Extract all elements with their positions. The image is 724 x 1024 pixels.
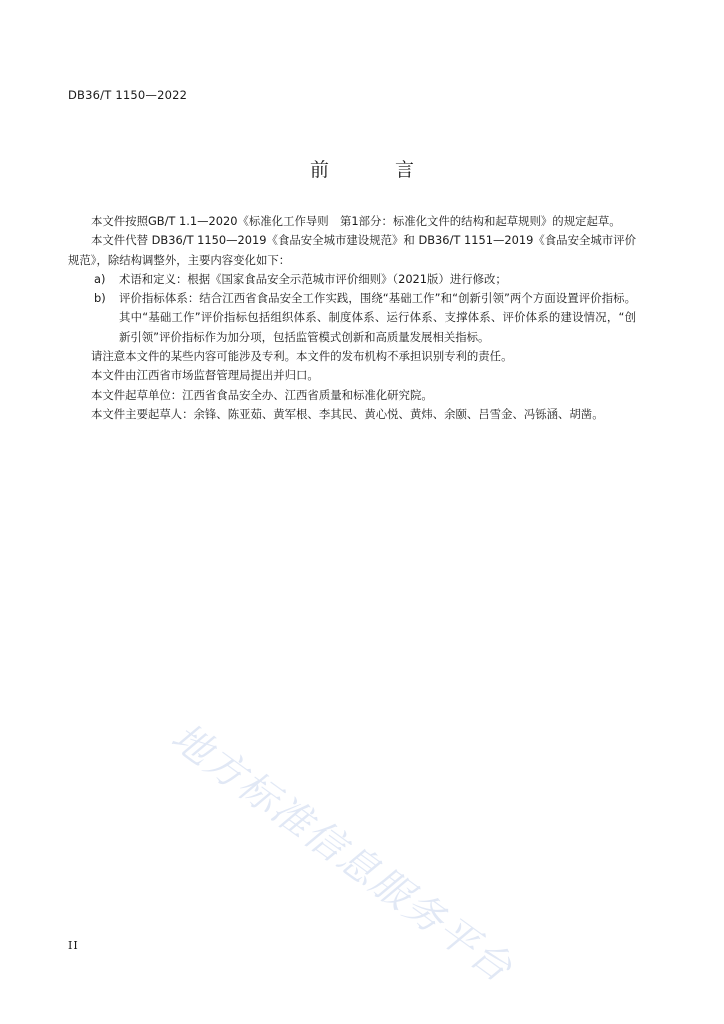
page-title: 前 言 xyxy=(309,159,445,181)
list-item xyxy=(68,270,636,289)
foreword-body xyxy=(68,212,636,424)
paragraph-replacement: 本文件代替 DB36/T 1150—2019《食品安全城市建设规范》和 DB36/T 1151—2019《食品安全城市评价规范》，除结构调整外，主要内容变化如下： xyxy=(68,233,636,267)
list-marker: b) xyxy=(94,291,106,306)
list-item xyxy=(68,289,636,347)
list-marker: a) xyxy=(94,271,106,286)
paragraph-drafting-rules: 本文件按照GB/T 1.1—2020《标准化工作导则 第1部分：标准化文件的结构和起草规则》的规定起草。 xyxy=(91,214,621,228)
paragraph-drafters: 本文件主要起草人：余锋、陈亚茹、黄军根、李其民、黄心悦、黄炜、余颐、吕雪金、冯铄涵、胡凿。 xyxy=(91,406,604,421)
list-item-text: 评价指标体系：结合江西省食品安全工作实践，围绕“基础工作”和“创新引领”两个方面设置评价指标。其中“基础工作”评价指标包括组织体系、制度体系、运行体系、支撑体系、评价体系的建设情况，“创新引领”评价指标作为加分项，包括监管模式创新和高质量发展相关指标。 xyxy=(119,291,636,344)
list-item-text: 术语和定义：根据《国家食品安全示范城市评价细则》（2021版）进行修改； xyxy=(119,271,507,286)
paragraph-proposer: 本文件由江西省市场监督管理局提出并归口。 xyxy=(91,368,319,383)
document-code: DB36/T 1150—2022 xyxy=(68,88,188,102)
page-number: II xyxy=(68,939,79,952)
paragraph-drafting-units: 本文件起草单位：江西省食品安全办、江西省质量和标准化研究院。 xyxy=(91,387,433,402)
paragraph-patent-notice: 请注意本文件的某些内容可能涉及专利。本文件的发布机构不承担识别专利的责任。 xyxy=(91,349,513,364)
watermark: 地方标准信息服务平台 xyxy=(162,714,521,993)
changes-list xyxy=(68,270,636,347)
